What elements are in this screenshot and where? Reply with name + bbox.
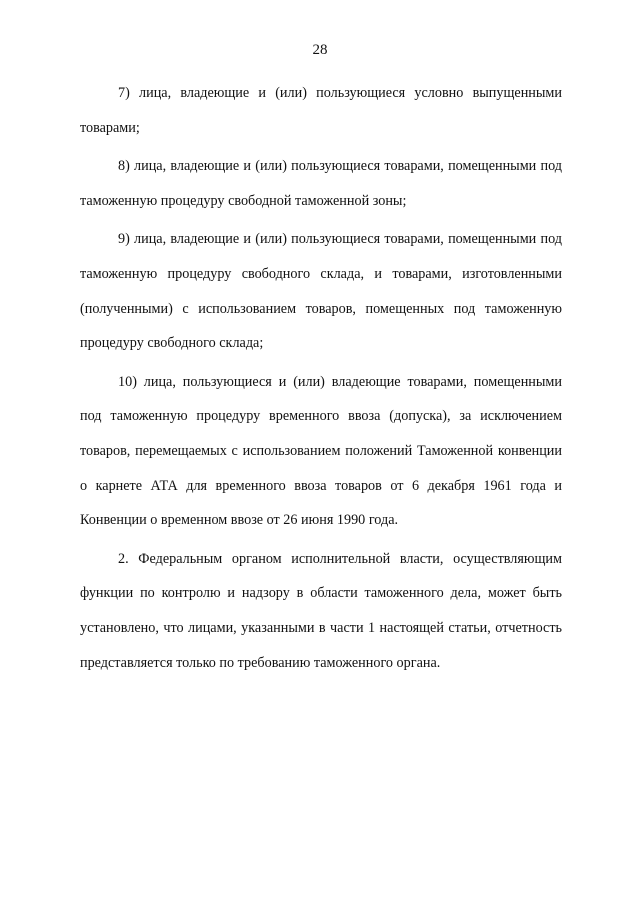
page-number: 28 xyxy=(312,42,328,58)
list-item-7: 7) лица, владеющие и (или) пользующиеся условно выпущенными товарами; xyxy=(80,85,562,136)
list-item-10: 10) лица, пользующиеся и (или) владеющие товарами, помещенными под таможенную процедуру временного ввоза (допуска), за исключением товаров, перемещаемых с использованием положений Таможенной конвенции о карнете АТА для временного ввоза товаров от 6 декабря 1961 года и Конвенции о временном ввозе от 26 июня 1990 года. xyxy=(80,373,562,529)
section-2-paragraph: 2. Федеральным органом исполнительной власти, осуществляющим функции по контролю и надзору в области таможенного дела, может быть установлено, что лицами, указанными в части 1 настоящей статьи, отчетность представляется только по требованию таможенного органа. xyxy=(80,550,562,671)
document-body xyxy=(80,76,562,684)
list-item-8: 8) лица, владеющие и (или) пользующиеся товарами, помещенными под таможенную процедуру свободной таможенной зоны; xyxy=(80,158,562,209)
list-item-9: 9) лица, владеющие и (или) пользующиеся товарами, помещенными под таможенную процедуру свободного склада, и товарами, изготовленными (полученными) с использованием товаров, помещенных под таможенную процедуру свободного склада; xyxy=(80,231,562,352)
